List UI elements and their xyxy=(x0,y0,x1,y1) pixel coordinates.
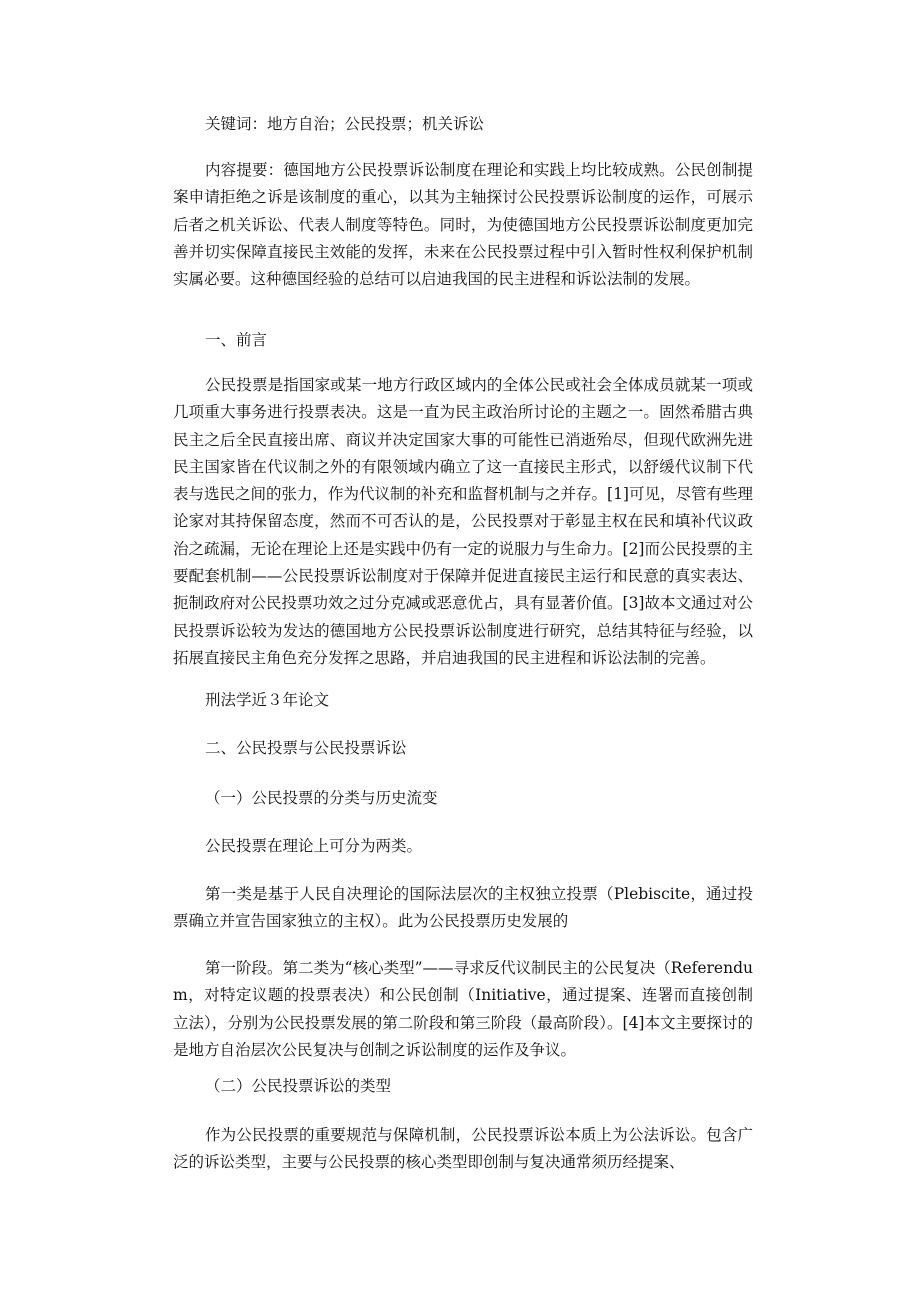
abstract-paragraph: 内容提要：德国地方公民投票诉讼制度在理论和实践上均比较成熟。公民创制提案申请拒绝之诉是该制度的重心，以其为主轴探讨公民投票诉讼制度的运作，可展示后者之机关诉讼、代表人制度等特色。同时，为使德国地方公民投票诉讼制度更加完善并切实保障直接民主效能的发挥，未来在公民投票过程中引入暂时性权利保护机制实属必要。这种德国经验的总结可以启迪我国的民主进程和诉讼法制的发展。 xyxy=(173,161,753,289)
section-heading-introduction: 一、前言 xyxy=(205,331,268,349)
subsection-heading-litigation-types: （二）公民投票诉讼的类型 xyxy=(205,1077,392,1095)
keywords-line: 关键词：地方自治；公民投票；机关诉讼 xyxy=(205,115,485,133)
section-heading-referendum-litigation: 二、公民投票与公民投票诉讼 xyxy=(205,739,407,757)
second-type-paragraph: 第一阶段。第二类为“核心类型”——寻求反代议制民主的公民复决（Referendum，对特定议题的投票表决）和公民创制（Initiative，通过提案、连署而直接创制立法），分别为公民投票发展的第二阶段和第三阶段（最高阶段）。[4]本文主要探讨的是地方自治层次公民复决与创制之诉讼制度的运作及争议。 xyxy=(173,959,753,1059)
classification-intro-paragraph: 公民投票在理论上可分为两类。 xyxy=(205,837,423,855)
first-type-paragraph: 第一类是基于人民自决理论的国际法层次的主权独立投票（Plebiscite，通过投票确立并宣告国家独立的主权）。此为公民投票历史发展的 xyxy=(173,885,753,931)
introduction-paragraph: 公民投票是指国家或某一地方行政区域内的全体公民或社会全体成员就某一项或几项重大事务进行投票表决。这是一直为民主政治所讨论的主题之一。固然希腊古典民主之后全民直接出席、商议并决定国家大事的可能性已消逝殆尽，但现代欧洲先进民主国家皆在代议制之外的有限领域内确立了这一直接民主形式，以舒缓代议制下代表与选民之间的张力，作为代议制的补充和监督机制与之并存。[1]可见，尽管有些理论家对其持保留态度，然而不可否认的是，公民投票对于彰显主权在民和填补代议政治之疏漏，无论在理论上还是实践中仍有一定的说服力与生命力。[2]而公民投票的主要配套机制——公民投票诉讼制度对于保障并促进直接民主运行和民意的真实表达、扼制政府对公民投票功效之过分克减或恶意优占，具有显著价值。[3]故本文通过对公民投票诉讼较为发达的德国地方公民投票诉讼制度进行研究，总结其特征与经验，以拓展直接民主角色充分发挥之思路，并启迪我国的民主进程和诉讼法制的完善。 xyxy=(173,376,753,667)
litigation-paragraph: 作为公民投票的重要规范与保障机制，公民投票诉讼本质上为公法诉讼。包含广泛的诉讼类型，主要与公民投票的核心类型即创制与复决通常须历经提案、 xyxy=(173,1126,753,1172)
interstitial-text: 刑法学近３年论文 xyxy=(205,691,330,709)
subsection-heading-classification: （一）公民投票的分类与历史流变 xyxy=(205,789,438,807)
